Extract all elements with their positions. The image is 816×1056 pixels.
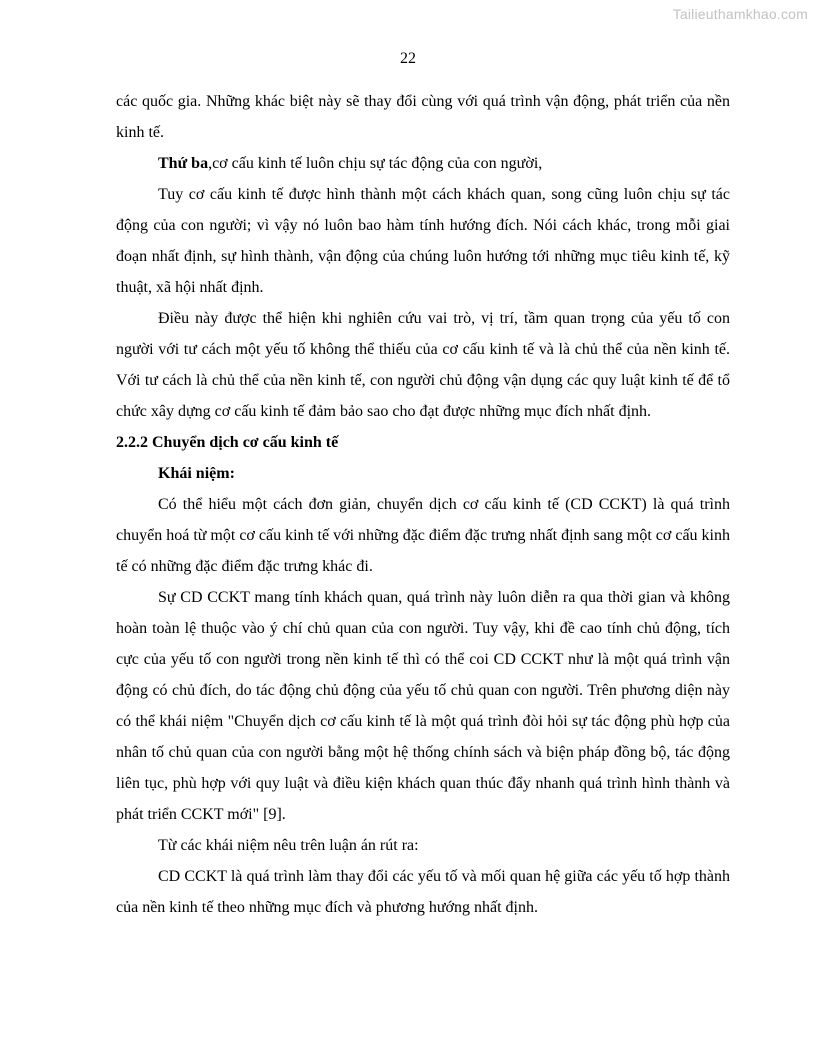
paragraph-1: các quốc gia. Những khác biệt này sẽ thay đổi cùng với quá trình vận động, phát triển của nền kinh tế. xyxy=(116,93,730,141)
page-number: 22 xyxy=(400,50,416,67)
paragraph-2 xyxy=(116,148,730,179)
paragraph-3: Tuy cơ cấu kinh tế được hình thành một cách khách quan, song cũng luôn chịu sự tác động của con người; vì vậy nó luôn bao hàm tính hướng đích. Nói cách khác, trong mỗi giai đoạn nhất định, sự hình thành, vận động của chúng luôn hướng tới những mục tiêu kinh tế, kỹ thuật, xã hội nhất định. xyxy=(116,186,730,296)
paragraph-8: CD CCKT là quá trình làm thay đổi các yếu tố và mối quan hệ giữa các yếu tố hợp thành của nền kinh tế theo những mục đích và phương hướng nhất định. xyxy=(116,868,730,916)
paragraph-2-lead: Thứ ba xyxy=(158,155,209,172)
paragraph-2-rest: ,cơ cấu kinh tế luôn chịu sự tác động của con người, xyxy=(208,155,543,172)
section-heading: 2.2.2 Chuyển dịch cơ cấu kinh tế xyxy=(116,434,339,451)
subsection-heading: Khái niệm: xyxy=(158,465,235,482)
paragraph-4: Điều này được thể hiện khi nghiên cứu vai trò, vị trí, tầm quan trọng của yếu tố con người với tư cách một yếu tố không thể thiếu của cơ cấu kinh tế và là chủ thể của nền kinh tế. Với tư cách là chủ thể của nền kinh tế, con người chủ động vận dụng các quy luật kinh tế để tổ chức xây dựng cơ cấu kinh tế đảm bảo sao cho đạt được những mục đích nhất định. xyxy=(116,310,730,420)
paragraph-5: Có thể hiểu một cách đơn giản, chuyển dịch cơ cấu kinh tế (CD CCKT) là quá trình chuyển hoá từ một cơ cấu kinh tế với những đặc điểm đặc trưng nhất định sang một cơ cấu kinh tế có những đặc điểm đặc trưng khác đi. xyxy=(116,496,730,575)
watermark-text: Tailieuthamkhao.com xyxy=(672,6,808,22)
paragraph-6: Sự CD CCKT mang tính khách quan, quá trình này luôn diễn ra qua thời gian và không hoàn toàn lệ thuộc vào ý chí chủ quan của con người. Tuy vậy, khi đề cao tính chủ động, tích cực của yếu tố con người trong nền kinh tế thì có thể coi CD CCKT như là một quá trình vận động có chủ đích, do tác động chủ động của yếu tố chủ quan con người. Trên phương diện này có thể khái niệm "Chuyển dịch cơ cấu kinh tế là một quá trình đòi hỏi sự tác động phù hợp của nhân tố chủ quan của con người bằng một hệ thống chính sách và biện pháp đồng bộ, tác động liên tục, phù hợp với quy luật và điều kiện khách quan thúc đẩy nhanh quá trình hình thành và phát triển CCKT mới" [9]. xyxy=(116,589,730,823)
document-body xyxy=(116,86,730,923)
paragraph-7: Từ các khái niệm nêu trên luận án rút ra: xyxy=(158,837,419,854)
